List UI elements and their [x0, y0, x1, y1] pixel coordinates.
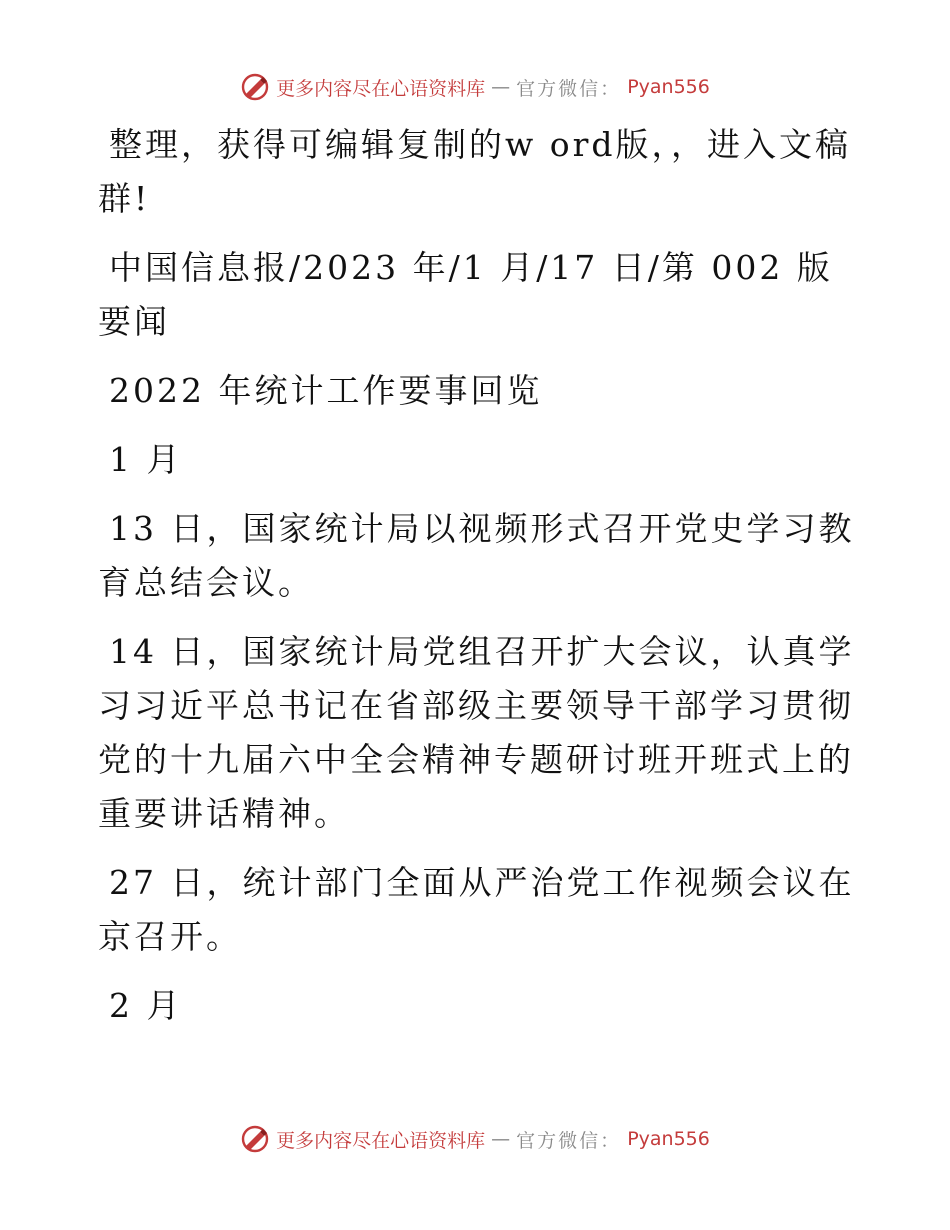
pen-logo-icon	[240, 72, 270, 102]
paragraph: 中国信息报/2023 年/1 月/17 日/第 002 版要闻	[98, 248, 833, 341]
watermark-site-name: 更多内容尽在心语资料库	[276, 1129, 486, 1152]
watermark-header	[0, 72, 950, 102]
watermark-wechat-label: 官方微信：	[516, 1129, 622, 1152]
watermark-dash: —	[491, 1128, 511, 1150]
paragraph: 2 月	[109, 986, 183, 1025]
document-body	[98, 118, 858, 1048]
pen-logo-icon	[240, 1124, 270, 1154]
paragraph: 14 日，国家统计局党组召开扩大会议，认真学习习近平总书记在省部级主要领导干部学习贯彻党的十九届六中全会精神专题研讨班开班式上的重要讲话精神。	[98, 632, 855, 833]
watermark-wechat-label: 官方微信：	[516, 77, 622, 100]
watermark-dash: —	[491, 76, 511, 98]
paragraph: 2022 年统计工作要事回览	[109, 371, 543, 410]
paragraph: 整理，获得可编辑复制的w ord版，，进入文稿群!	[98, 125, 852, 218]
watermark-footer	[0, 1124, 950, 1154]
watermark-site-name: 更多内容尽在心语资料库	[276, 77, 486, 100]
paragraph: 27 日，统计部门全面从严治党工作视频会议在京召开。	[98, 863, 855, 956]
watermark-wechat-id: Pyan556	[627, 76, 710, 98]
watermark-wechat-id: Pyan556	[627, 1128, 710, 1150]
paragraph: 1 月	[109, 440, 183, 479]
paragraph: 13 日，国家统计局以视频形式召开党史学习教育总结会议。	[98, 509, 855, 602]
